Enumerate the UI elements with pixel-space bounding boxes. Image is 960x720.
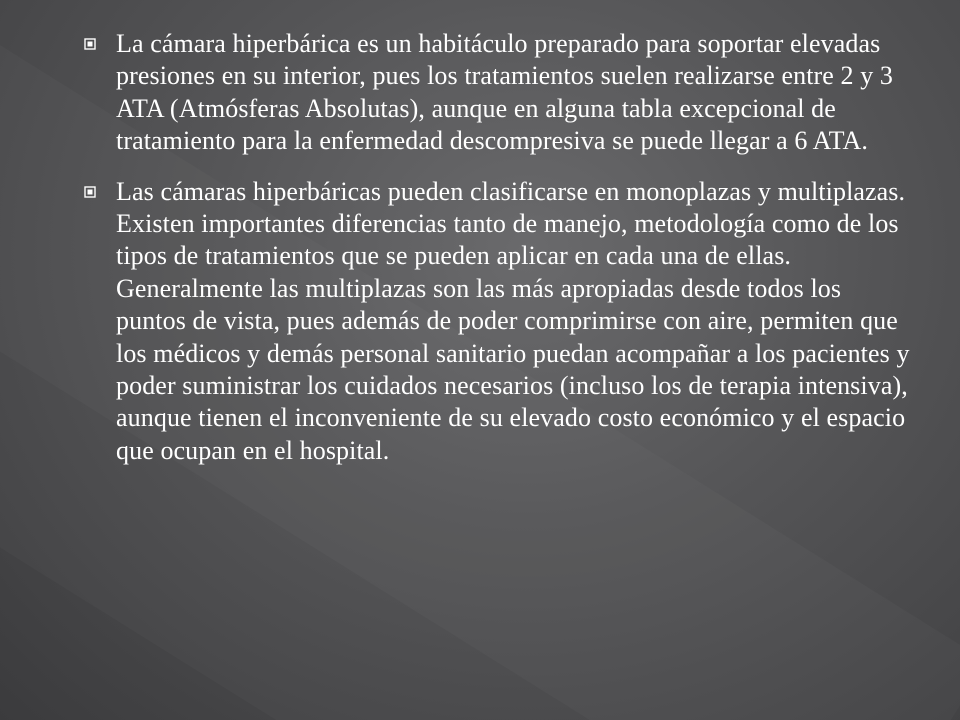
square-bullet-icon [84, 28, 116, 60]
bullet-text: Las cámaras hiperbáricas pueden clasificarse en monoplazas y multiplazas. Existen importantes diferencias tanto de manejo, metodología como de los tipos de tratamientos que se pueden aplicar en cada una de ellas. Generalmente las multiplazas son las más apropiadas desde todos los puntos de vista, pues además de poder comprimirse con aire, permiten que los médicos y demás personal sanitario puedan acompañar a los pacientes y poder suministrar los cuidados necesarios (incluso los de terapia intensiva), aunque tienen el inconveniente de su elevado costo económico y el espacio que ocupan en el hospital. [116, 176, 910, 465]
bullet-item [84, 28, 914, 158]
bullet-item [84, 176, 914, 468]
bullet-text: La cámara hiperbárica es un habitáculo preparado para soportar elevadas presiones en su interior, pues los tratamientos suelen realizarse entre 2 y 3 ATA (Atmósferas Absolutas), aunque en alguna tabla excepcional de tratamiento para la enfermedad descompresiva se puede llegar a 6 ATA. [116, 29, 894, 156]
slide-body [84, 28, 914, 485]
square-bullet-icon [84, 176, 116, 208]
